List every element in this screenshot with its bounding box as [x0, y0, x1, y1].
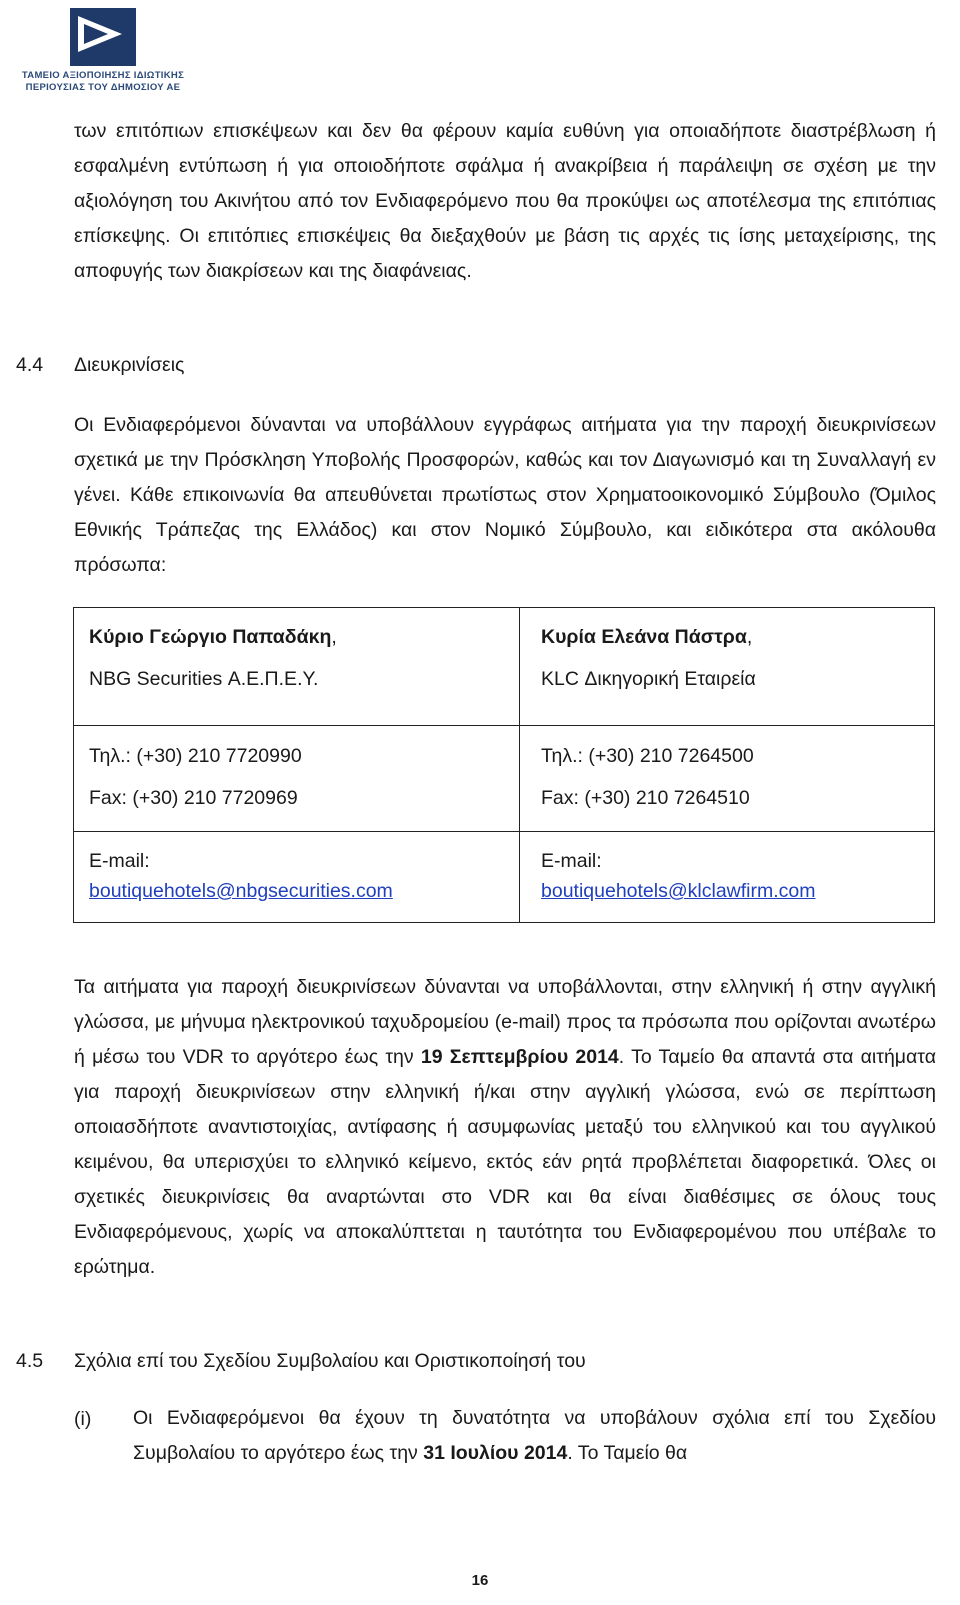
contacts-table	[73, 607, 935, 923]
fund-logo	[8, 8, 198, 94]
page-number: 16	[471, 1572, 489, 1589]
item-i-text-2: . Το Ταμείο θα	[567, 1442, 688, 1464]
clarifications-paragraph	[74, 970, 936, 1285]
contact-right-name-comma: ,	[746, 626, 753, 648]
contact-left-tel: Τηλ.: (+30) 210 7720990	[89, 745, 302, 767]
contact-right-email-label: E-mail:	[541, 850, 602, 872]
logo-text-line-2: ΠΕΡΙΟΥΣΙΑΣ ΤΟΥ ΔΗΜΟΣΙΟΥ ΑΕ	[25, 82, 181, 93]
section-4-4-number: 4.4	[16, 354, 44, 376]
section-4-5-number: 4.5	[16, 1350, 44, 1372]
contact-right-email-link[interactable]: boutiquehotels@klclawfirm.com	[541, 880, 816, 902]
item-i-label: (i)	[74, 1408, 92, 1430]
table-divider-row-1	[74, 725, 934, 726]
contact-right-fax: Fax: (+30) 210 7264510	[541, 787, 750, 809]
contact-right-org: KLC Δικηγορική Εταιρεία	[541, 668, 756, 690]
contact-left-email-label: E-mail:	[89, 850, 150, 872]
item-i-paragraph	[133, 1401, 936, 1471]
table-divider-vertical	[519, 608, 520, 922]
section-4-4-paragraph: Οι Ενδιαφερόμενοι δύνανται να υποβάλλουν εγγράφως αιτήματα για την παροχή διευκρινίσεων σχετικά με την Πρόσκληση Υποβολής Προσφορών, καθώς και τον Διαγωνισμό και τη Συναλλαγή εν γένει. Κάθε επικοινωνία θα απευθύνεται πρωτίστως στον Χρηματοοικονομικό Σύμβουλο (Όμιλος Εθνικής Τράπεζας της Ελλάδος) και στον Νομικό Σύμβουλο, και ειδικότερα στα ακόλουθα πρόσωπα:	[74, 414, 936, 576]
item-i-text-1: Οι Ενδιαφερόμενοι θα έχουν τη δυνατότητα να υποβάλουν σχόλια επί του Σχεδίου Συμβολαίου το αργότερο έως την	[133, 1407, 936, 1464]
clarifications-text-2: . Το Ταμείο θα απαντά στα αιτήματα για παροχή διευκρινίσεων στην ελληνική ή/και στην αγγλική γλώσσα, ενώ σε περίπτωση οποιασδήποτε αναντιστοιχίας, αντίφασης ή ασυμφωνίας μεταξύ του ελληνικού και του αγγλικού κειμένου, θα υπερισχύει το ελληνικό κείμενο, εκτός εάν ρητά προβλέπεται διαφορετικά. Όλες οι σχετικές διευκρινίσεις θα αναρτώνται στο VDR και θα είναι διαθέσιμες σε όλους τους Ενδιαφερόμενους, χωρίς να αποκαλύπτεται η ταυτότητα του Ενδιαφερομένου που υπέβαλε το ερώτημα.	[74, 1046, 936, 1278]
clarifications-text-1: Τα αιτήματα για παροχή διευκρινίσεων δύνανται να υποβάλλονται, στην ελληνική ή στην αγγλική γλώσσα, με μήνυμα ηλεκτρονικού ταχυδρομείου (e-mail) προς τα πρόσωπα που ορίζονται ανωτέρω ή μέσω του VDR το αργότερο έως την	[74, 976, 936, 1068]
section-4-4-title: Διευκρινίσεις	[74, 354, 185, 376]
contact-left-fax: Fax: (+30) 210 7720969	[89, 787, 298, 809]
contact-left-name-comma: ,	[331, 626, 337, 648]
contact-right-tel: Τηλ.: (+30) 210 7264500	[541, 745, 754, 767]
contact-left-name-line	[89, 622, 337, 652]
logo-text-line-1: ΤΑΜΕΙΟ ΑΞΙΟΠΟΙΗΣΗΣ ΙΔΙΩΤΙΚΗΣ	[21, 70, 185, 81]
table-divider-row-2	[74, 831, 934, 832]
intro-paragraph: των επιτόπιων επισκέψεων και δεν θα φέρουν καμία ευθύνη για οποιαδήποτε διαστρέβλωση ή εσφαλμένη εντύπωση ή για οποιοδήποτε σφάλμα ή ανακρίβεια ή παράλειψη σε σχέση με την αξιολόγηση του Ακινήτου από τον Ενδιαφερόμενο που θα προκύψει ως αποτέλεσμα της επιτόπιας επίσκεψης. Οι επιτόπιες επισκέψεις θα διεξαχθούν με βάση τις αρχές τις ίσης μεταχείρισης, της αποφυγής των διακρίσεων και της διαφάνειας.	[74, 120, 936, 282]
logo-mark-icon	[70, 8, 136, 66]
item-i-deadline-date: 31 Ιουλίου 2014	[423, 1442, 568, 1464]
section-4-5-title: Σχόλια επί του Σχεδίου Συμβολαίου και Οριστικοποίησή του	[74, 1350, 586, 1372]
contact-right-name: Κυρία Ελεάνα Πάστρα	[541, 626, 747, 648]
contact-right-name-line	[541, 622, 752, 652]
contact-left-email-link[interactable]: boutiquehotels@nbgsecurities.com	[89, 880, 393, 902]
contact-left-org: NBG Securities Α.Ε.Π.Ε.Υ.	[89, 668, 319, 690]
clarifications-deadline-date: 19 Σεπτεμβρίου 2014	[420, 1046, 619, 1068]
contact-left-name: Κύριο Γεώργιο Παπαδάκη	[89, 626, 332, 648]
